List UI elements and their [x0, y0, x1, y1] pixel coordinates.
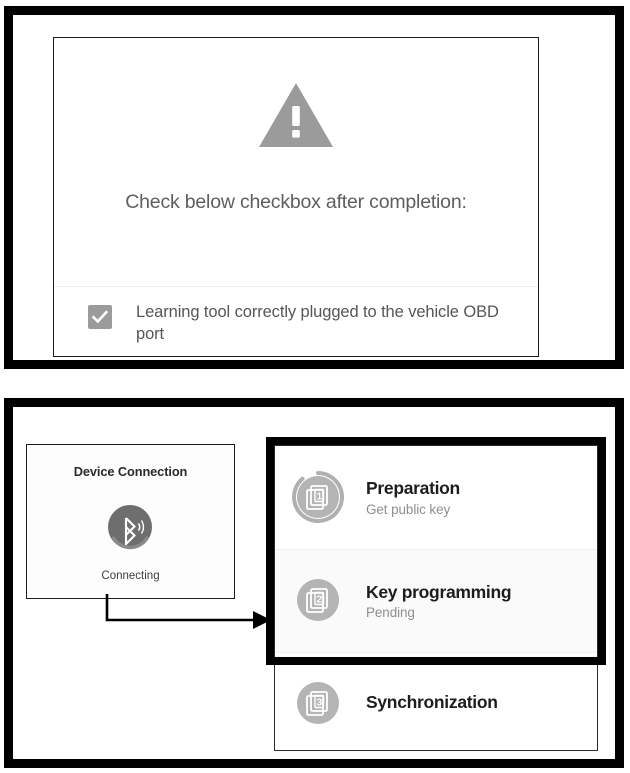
step-document-icon-1	[289, 468, 349, 528]
checkmark-icon	[91, 308, 109, 326]
device-connection-status: Connecting	[101, 570, 160, 582]
step-item-preparation[interactable]	[275, 446, 597, 549]
warning-triangle-icon-wrap	[54, 80, 538, 150]
checkbox-label: Learning tool correctly plugged to the vehicle OBD port	[136, 303, 499, 344]
step-document-icon-2	[289, 571, 349, 631]
step-title-3: Synchronization	[366, 692, 498, 713]
step-subtitle-1: Get public key	[366, 501, 451, 517]
warning-triangle-icon	[257, 80, 335, 150]
device-flow-panel	[4, 398, 624, 768]
steps-list	[274, 445, 598, 751]
step-item-key-programming[interactable]	[275, 549, 597, 652]
svg-text:3: 3	[316, 696, 323, 709]
step-item-synchronization[interactable]	[275, 652, 597, 751]
warning-dialog-card	[53, 37, 539, 357]
checkbox-row[interactable]	[88, 301, 522, 346]
bluetooth-icon-wrap	[27, 498, 234, 560]
warning-dialog-panel	[4, 6, 624, 369]
dialog-divider	[54, 286, 538, 287]
step-text-2	[366, 582, 511, 620]
step-document-icon-3	[289, 674, 349, 734]
svg-text:2: 2	[316, 593, 323, 606]
step-title-2: Key programming	[366, 581, 512, 602]
device-connection-title: Device Connection	[73, 464, 188, 479]
dialog-headline: Check below checkbox after completion:	[125, 191, 467, 213]
svg-text:1: 1	[316, 490, 323, 502]
step-text-1	[366, 478, 460, 516]
step-title-1: Preparation	[366, 478, 460, 499]
completion-checkbox[interactable]	[88, 305, 112, 329]
device-connection-card	[26, 444, 235, 599]
connector-arrow-right-icon	[103, 592, 278, 637]
bluetooth-icon[interactable]	[100, 498, 162, 560]
step-subtitle-2: Pending	[366, 605, 415, 621]
step-text-3	[366, 692, 498, 715]
